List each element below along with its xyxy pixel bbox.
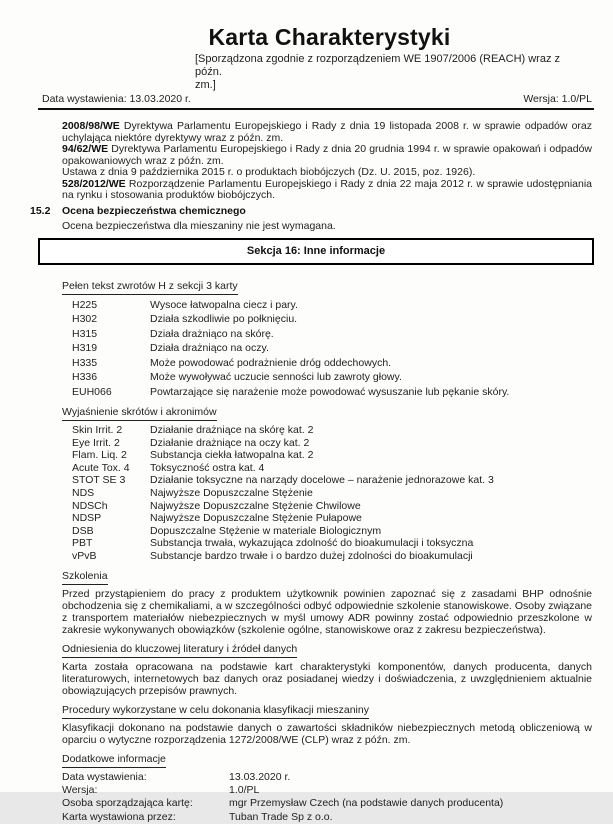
info-label: Osoba sporządzająca kartę: [62,797,193,810]
abbr-definition: Najwyższe Dopuszczalne Stężenie Pułapowe [150,512,362,525]
subtitle-line-1: [Sporządzona zgodnie z rozporządzeniem WE 1907/2006 (REACH) wraz z późn. [195,53,561,78]
abbr-term: Acute Tox. 4 [72,461,130,474]
header-divider [38,108,594,110]
references-heading-wrap [62,639,592,658]
h-statement-row [72,298,592,313]
h-statement-row [72,327,592,342]
training-paragraph: Przed przystąpieniem do pracy z produktem użytkownik powinien zapoznać się z zasadami BHP odnośnie obchodzenia się z chemikaliami, a w szczególności odbyć odpowiednie szkolenie stanowiskowe. Osoby związane z transportem materiałów niebezpiecznych w myśl umowy ADR powinny zostać odpowiednio przeszkolone w zakresie wykonywanych obowiązków (szkolenie ogólne, stanowiskowe oraz z zakresu bezpieczeństwa). [62,587,592,636]
abbr-term: DSB [72,524,94,537]
regulation-text: Rozporządzenie Parlamentu Europejskiego i Rady z dnia 22 maja 2012 r. w sprawie udostępniania na rynku i stosowania produktów biobójczych. [62,177,592,201]
info-row [62,771,592,784]
abbr-definition: Dopuszczalne Stężenie w materiale Biologicznym [150,524,382,537]
regulation-text: Ustawa z dnia 9 października 2015 r. o produktach biobójczych (Dz. U. 2015, poz. 1926). [62,166,476,178]
h-code: H302 [72,313,98,325]
abbr-definition: Działanie drażniące na oczy kat. 2 [150,436,310,449]
abbr-term: STOT SE 3 [72,474,126,487]
additional-info-heading: Dodatkowe informacje [62,753,166,768]
abbr-term: PBT [72,537,93,550]
section-16-header-box: Sekcja 16: Inne informacje [38,238,594,265]
section-15-2-heading [30,205,592,218]
regulation-code: 2008/98/WE [62,120,120,132]
h-text: Działa drażniąco na skórę. [150,327,274,340]
document-subtitle [195,53,567,92]
info-row [62,784,592,797]
abbr-term: Eye Irrit. 2 [72,436,120,449]
version-label: Wersja: 1.0/PL [523,93,592,105]
abbr-definition: Działanie toksyczne na narządy docelowe – narażenie jednorazowe kat. 3 [150,474,494,487]
references-paragraph: Karta została opracowana na podstawie kart charakterystyki komponentów, danych producenta, danych literaturowych, internetowych baz danych oraz posiadanej wiedzy i doświadczenia, z uwzględnieniem aktualnie obowiązujących przepisów prawnych. [62,660,592,697]
references-heading: Odniesienia do kluczowej literatury i źródeł danych [62,643,297,658]
procedures-paragraph: Klasyfikacji dokonano na podstawie danych o zawartości składników niebezpiecznych metodą obliczeniową w oparciu o wytyczne rozporządzenia 1272/2008/WE (CLP) wraz z późn. zm. [62,721,592,746]
abbreviation-row [72,512,592,525]
abbreviation-row [72,525,592,538]
abbreviation-row [72,550,592,563]
abbr-term: Flam. Liq. 2 [72,449,127,462]
h-statements-heading: Pełen tekst zwrotów H z sekcji 3 karty [62,280,238,295]
info-label: Karta wystawiona przez: [62,810,176,823]
document-title: Karta Charakterystyki [208,24,451,50]
abbreviation-row [72,462,592,475]
regulation-item [62,179,592,202]
h-text: Powtarzające się narażenie może powodować wysuszanie lub pękanie skóry. [150,385,510,398]
additional-info-list [62,771,592,824]
procedures-heading: Procedury wykorzystane w celu dokonania klasyfikacji mieszaniny [62,704,369,719]
info-label: Data wystawienia: [62,770,147,783]
h-statement-row [72,312,592,327]
regulation-text: Dyrektywa Parlamentu Europejskiego i Rady z dnia 20 grudnia 1994 r. w sprawie opakowań i odpadów opakowaniowych wraz z późn. zm. [62,143,592,167]
h-statement-row [72,370,592,385]
h-text: Wysoce łatwopalna ciecz i pary. [150,298,298,311]
abbr-term: NDS [72,486,95,499]
h-statement-row [72,341,592,356]
info-row [62,811,592,824]
abbreviation-row [72,500,592,513]
info-value: 1.0/PL [229,783,260,796]
h-code: H336 [72,371,98,383]
abbr-definition: Najwyższe Dopuszczalne Stężenie [150,486,313,499]
info-label: Wersja: [62,783,98,796]
h-statement-row [72,356,592,371]
h-text: Działa drażniąco na oczy. [150,342,269,354]
abbr-term: NDSP [72,512,102,525]
regulation-code: 528/2012/WE [62,177,126,190]
header-meta-row [42,93,592,106]
info-value: mgr Przemysław Czech (na podstawie danych producenta) [229,797,504,810]
h-text: Działa szkodliwie po połknięciu. [150,313,298,325]
training-heading-wrap [62,566,592,585]
abbreviation-row [72,437,592,450]
h-statements-list [72,298,592,400]
h-code: H335 [72,356,98,369]
abbr-definition: Najwyższe Dopuszczalne Stężenie Chwilowe [150,499,361,512]
h-text: Może powodować podrażnienie dróg oddechowych. [150,356,392,369]
regulations-list [62,121,592,202]
abbreviation-row [72,537,592,550]
abbr-definition: Substancja ciekła łatwopalna kat. 2 [150,449,314,462]
abbr-definition: Toksyczność ostra kat. 4 [150,461,265,474]
issue-date-label: Data wystawienia: 13.03.2020 r. [42,93,191,105]
abbreviation-row [72,474,592,487]
subtitle-line-2: zm.] [195,79,216,91]
abbreviations-list [72,424,592,563]
abbr-term: Skin Irrit. 2 [72,424,123,436]
abbr-term: vPvB [72,549,97,562]
regulation-text: Dyrektywa Parlamentu Europejskiego i Rady z dnia 19 listopada 2008 r. w sprawie odpadów oraz uchylająca niektóre dyrektywy wraz z późn. zm. [62,120,592,144]
abbreviation-row [72,424,592,437]
training-heading: Szkolenia [62,570,108,585]
h-code: H315 [72,327,98,340]
h-code: H319 [72,342,98,354]
abbr-term: NDSCh [72,499,108,512]
h-text: Może wywoływać uczucie senności lub zawroty głowy. [150,371,402,383]
procedures-heading-wrap [62,700,592,719]
abbreviations-heading-wrap [62,402,592,421]
abbr-definition: Działanie drażniące na skórę kat. 2 [150,424,314,436]
regulation-item [62,144,592,167]
regulation-code: 94/62/WE [62,143,109,155]
abbreviation-row [72,449,592,462]
regulation-item [62,121,592,144]
section-number: 15.2 [30,204,51,217]
abbr-definition: Substancja trwała, wykazująca zdolność do bioakumulacji i toksyczna [150,537,474,550]
h-statement-row [72,385,592,400]
abbreviation-row [72,487,592,500]
section-15-2-body: Ocena bezpieczeństwa dla mieszaniny nie jest wymagana. [62,219,336,232]
additional-info-heading-wrap [62,749,592,768]
h-statements-heading-wrap [62,276,592,295]
info-row [62,797,592,810]
section-title: Ocena bezpieczeństwa chemicznego [62,204,246,217]
abbr-definition: Substancje bardzo trwałe i o bardzo dużej zdolności do bioakumulacji [150,549,473,562]
abbreviations-heading: Wyjaśnienie skrótów i akronimów [62,406,217,421]
h-code: EUH066 [72,385,112,398]
info-value: Tuban Trade Sp z o.o. [229,810,333,823]
h-code: H225 [72,298,98,311]
info-value: 13.03.2020 r. [229,770,291,783]
